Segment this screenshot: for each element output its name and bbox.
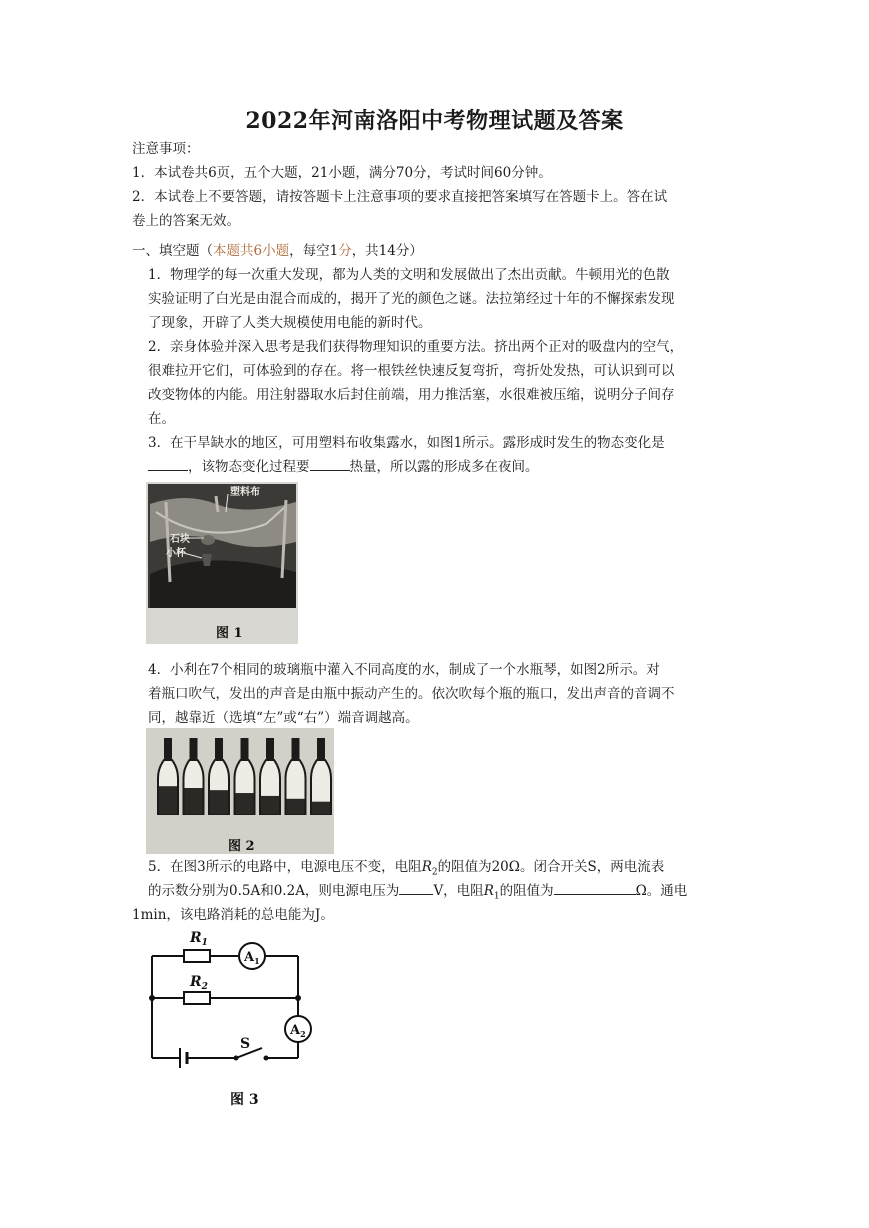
question-3-text: ，该物态变化过程要 — [188, 459, 310, 475]
fig1-label-cloth: 塑料布 — [230, 487, 260, 498]
question-1-line: 1．物理学的每一次重大发现，都为人类的文明和发展做出了杰出贡献。牛顿用光的色散 — [148, 267, 670, 283]
bottle-neck — [164, 738, 172, 760]
bottle-neck — [241, 738, 249, 760]
fig3-r1-label: R — [190, 930, 202, 946]
answer-blank[interactable] — [399, 880, 433, 895]
fig3-r2-sub: 2 — [201, 982, 208, 992]
section-heading-part: ，共14分） — [351, 243, 423, 259]
notice-item: 1．本试卷共6页，五个大题，21小题，满分70分，考试时间60分钟。 — [132, 165, 552, 181]
bottle-water — [210, 790, 228, 814]
figure-3-image — [140, 924, 330, 1112]
notice-item: 卷上的答案无效。 — [132, 213, 240, 229]
resistor-symbol: R — [421, 859, 432, 875]
page-title: 2022年河南洛阳中考物理试题及答案 — [245, 108, 624, 134]
fig2-caption: 图 2 — [228, 839, 255, 854]
question-1-line: 实验证明了白光是由混合而成的，揭开了光的颜色之谜。法拉第经过十年的不懈探索发现 — [148, 291, 675, 307]
section-heading-part: 一、填空题（ — [132, 243, 213, 259]
answer-blank[interactable] — [310, 456, 350, 471]
bottle-neck — [317, 738, 325, 760]
fig3-a1-label: A — [244, 950, 255, 965]
section-heading — [132, 239, 423, 263]
fig3-switch-label: S — [240, 1036, 251, 1052]
fig3-a1-sub: 1 — [254, 956, 260, 966]
question-3-line: 3．在干旱缺水的地区，可用塑料布收集露水，如图1所示。露形成时发生的物态变化是 — [148, 435, 665, 451]
fig3-r2-label: R — [190, 974, 202, 990]
bottle-water — [261, 796, 279, 814]
question-2-line: 改变物体的内能。用注射器取水后封住前端，用力推活塞，水很难被压缩，说明分子间存 — [148, 387, 675, 403]
fig3-r1-sub: 1 — [201, 938, 208, 948]
notice-item: 2．本试卷上不要答题，请按答题卡上注意事项的要求直接把答案填写在答题卡上。答在试 — [132, 189, 668, 205]
bottle-water — [312, 802, 330, 814]
question-3-line — [148, 455, 539, 479]
notice-heading: 注意事项： — [132, 141, 200, 157]
question-4-line: 同，越靠近（选填“左”或“右”）端音调越高。 — [148, 710, 419, 726]
bottle-neck — [266, 738, 274, 760]
section-heading-part: 本题共6小题 — [213, 243, 290, 259]
figure-1-image — [146, 482, 298, 644]
fig3-caption: 图 3 — [230, 1092, 259, 1108]
question-5-line: 1min，该电路消耗的总电能为J。 — [132, 907, 334, 923]
answer-blank[interactable] — [554, 880, 636, 895]
question-5-text: Ω。通电 — [635, 883, 688, 899]
svg-text:R1 — [189, 930, 208, 948]
figure-2-water-bottles — [146, 728, 334, 854]
bottle-neck — [215, 738, 223, 760]
resistor-subscript: 2 — [431, 867, 438, 878]
figure-3-circuit — [140, 924, 330, 1112]
question-3-text: 热量，所以露的形成多在夜间。 — [349, 459, 539, 475]
bottle-water — [236, 793, 254, 814]
question-1-line: 了现象，开辟了人类大规模使用电能的新时代。 — [148, 315, 432, 331]
question-5-text: 的阻值为 — [499, 883, 554, 899]
question-5-text: 5．在图3所示的电路中，电源电压不变，电阻 — [148, 859, 422, 875]
fig3-a2-sub: 2 — [300, 1029, 306, 1039]
question-5-text: V，电阻 — [433, 883, 484, 899]
figure-1-dew-collector — [146, 482, 298, 644]
question-4-line: 着瓶口吹气，发出的声音是由瓶中振动产生的。依次吹每个瓶的瓶口，发出声音的音调不 — [148, 686, 675, 702]
figure-2-image — [146, 728, 334, 854]
resistor-symbol: R — [483, 883, 494, 899]
section-heading-part: ，每空1 — [289, 243, 339, 259]
fig1-label-stone: 石块 — [170, 534, 190, 545]
bottle-water — [287, 799, 305, 814]
question-2-line: 在。 — [148, 411, 175, 427]
section-heading-part: 分 — [338, 243, 352, 259]
fig3-a2-label: A — [290, 1023, 301, 1038]
fig1-label-cup: 小杯 — [166, 548, 186, 559]
question-4-line: 4．小利在7个相同的玻璃瓶中灌入不同高度的水，制成了一个水瓶琴，如图2所示。对 — [148, 662, 660, 678]
bottle-water — [159, 786, 177, 814]
question-5-text: 的示数分别为0.5A和0.2A，则电源电压为 — [148, 883, 400, 899]
resistor-subscript: 1 — [493, 891, 500, 902]
question-2-line: 2．亲身体验并深入思考是我们获得物理知识的重要方法。挤出两个正对的吸盘内的空气， — [148, 339, 684, 355]
svg-text:R2 — [189, 974, 208, 992]
bottle-water — [185, 788, 203, 814]
bottle-neck — [292, 738, 300, 760]
fig1-caption: 图 1 — [216, 626, 243, 641]
bottle-neck — [190, 738, 198, 760]
answer-blank[interactable] — [148, 456, 188, 471]
question-5-text: 的阻值为20Ω。闭合开关S，两电流表 — [437, 859, 665, 875]
question-2-line: 很难拉开它们，可体验到的存在。将一根铁丝快速反复弯折，弯折处发热，可认识到可以 — [148, 363, 675, 379]
